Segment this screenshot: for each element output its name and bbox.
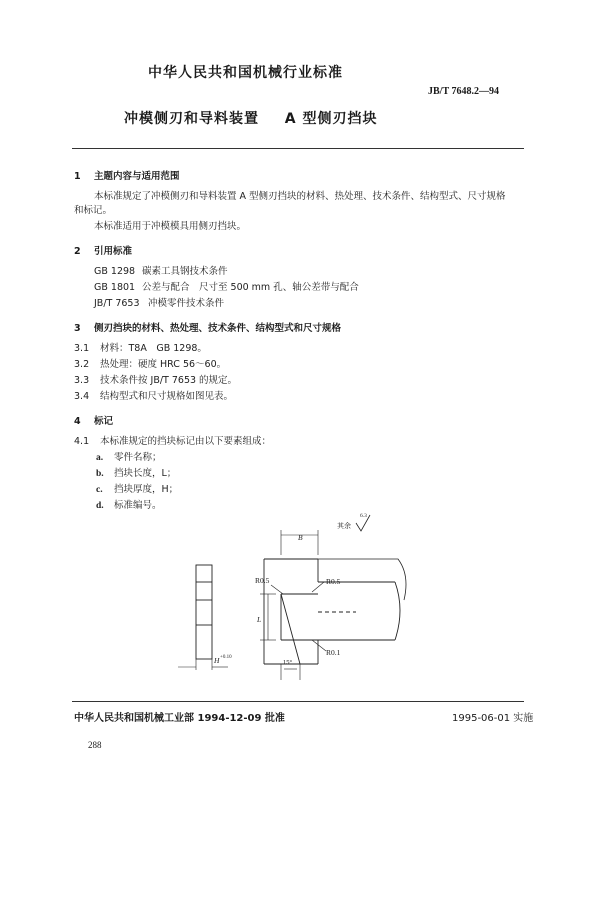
side-view-outline — [196, 565, 212, 659]
clause-text: 材料：T8A GB 1298。 — [100, 343, 207, 354]
element-text: 零件名称； — [114, 452, 162, 463]
clause-text: 本标准规定的挡块标记由以下要素组成： — [100, 436, 272, 447]
title-main: 冲模侧刃和导料装置 — [124, 111, 259, 127]
surface-note: 其余 — [337, 522, 351, 530]
dim-l-label: L — [257, 615, 262, 624]
clause-text: 结构型式和尺寸规格如图见表。 — [100, 391, 234, 402]
radius-label-2: R0.5 — [326, 577, 341, 586]
section-number: 3 — [74, 323, 81, 334]
reference-code: GB 1801 — [94, 282, 136, 293]
dim-h-label: H — [214, 656, 220, 665]
clause-number: 3.3 — [74, 375, 90, 386]
dim-b-label: B — [298, 533, 303, 542]
footer-rule — [72, 701, 524, 702]
reference-code: JB/T 7653 — [94, 298, 140, 309]
section-title: 侧刃挡块的材料、热处理、技术条件、结构型式和尺寸规格 — [94, 323, 342, 334]
section-1-paragraph-1-cont: 和标记。 — [74, 205, 113, 216]
clause-number: 4.1 — [74, 436, 90, 447]
section-title: 标记 — [94, 416, 114, 427]
angle-label: 15° — [283, 659, 293, 666]
reference-code: GB 1298 — [94, 266, 136, 277]
section-1-paragraph-2: 本标准适用于冲模模具用侧刃挡块。 — [94, 221, 247, 232]
title-sub: A 型侧刃挡块 — [284, 111, 378, 127]
element-label: c. — [96, 485, 103, 495]
issuing-authority: 中华人民共和国机械行业标准 — [148, 65, 343, 81]
section-number: 2 — [74, 246, 81, 257]
clause-number: 3.2 — [74, 359, 90, 370]
surface-value: 6.3 — [360, 513, 367, 519]
section-1-paragraph-1: 本标准规定了冲模侧刃和导料装置 A 型侧刃挡块的材料、热处理、技术条件、结构型式、尺寸规格 — [94, 191, 506, 202]
section-title: 主题内容与适用范围 — [94, 171, 180, 182]
clause-text: 技术条件按 JB/T 7653 的规定。 — [100, 375, 238, 386]
element-text: 标准编号。 — [114, 500, 162, 511]
element-text: 挡块长度，L； — [114, 468, 177, 479]
clause-number: 3.4 — [74, 391, 90, 402]
reference-text: 碳素工具钢技术条件 — [142, 266, 228, 277]
section-number: 1 — [74, 171, 81, 182]
section-number: 4 — [74, 416, 81, 427]
page-number: 288 — [88, 740, 102, 750]
element-text: 挡块厚度，H； — [114, 484, 179, 495]
radius-label-1: R0.5 — [255, 576, 270, 585]
element-label: a. — [96, 453, 104, 463]
dim-h-tolerance: +0.10 — [220, 655, 232, 660]
drawing-labels — [213, 513, 367, 666]
drawing-lines — [178, 515, 406, 680]
approval-line: 中华人民共和国机械工业部 1994-12-09 批准 — [74, 713, 285, 724]
radius-label-3: R0.1 — [326, 648, 341, 657]
implementation-line: 1995-06-01 实施 — [452, 713, 534, 724]
reference-text: 冲模零件技术条件 — [148, 298, 225, 309]
standard-number: JB/T 7648.2—94 — [428, 86, 499, 97]
element-label: b. — [96, 469, 104, 479]
reference-text: 公差与配合 尺寸至 500 mm 孔、轴公差带与配合 — [142, 282, 359, 293]
clause-text: 热处理：硬度 HRC 56～60。 — [100, 359, 227, 370]
section-title: 引用标准 — [94, 246, 133, 257]
clause-number: 3.1 — [74, 343, 90, 354]
element-label: d. — [96, 501, 104, 511]
